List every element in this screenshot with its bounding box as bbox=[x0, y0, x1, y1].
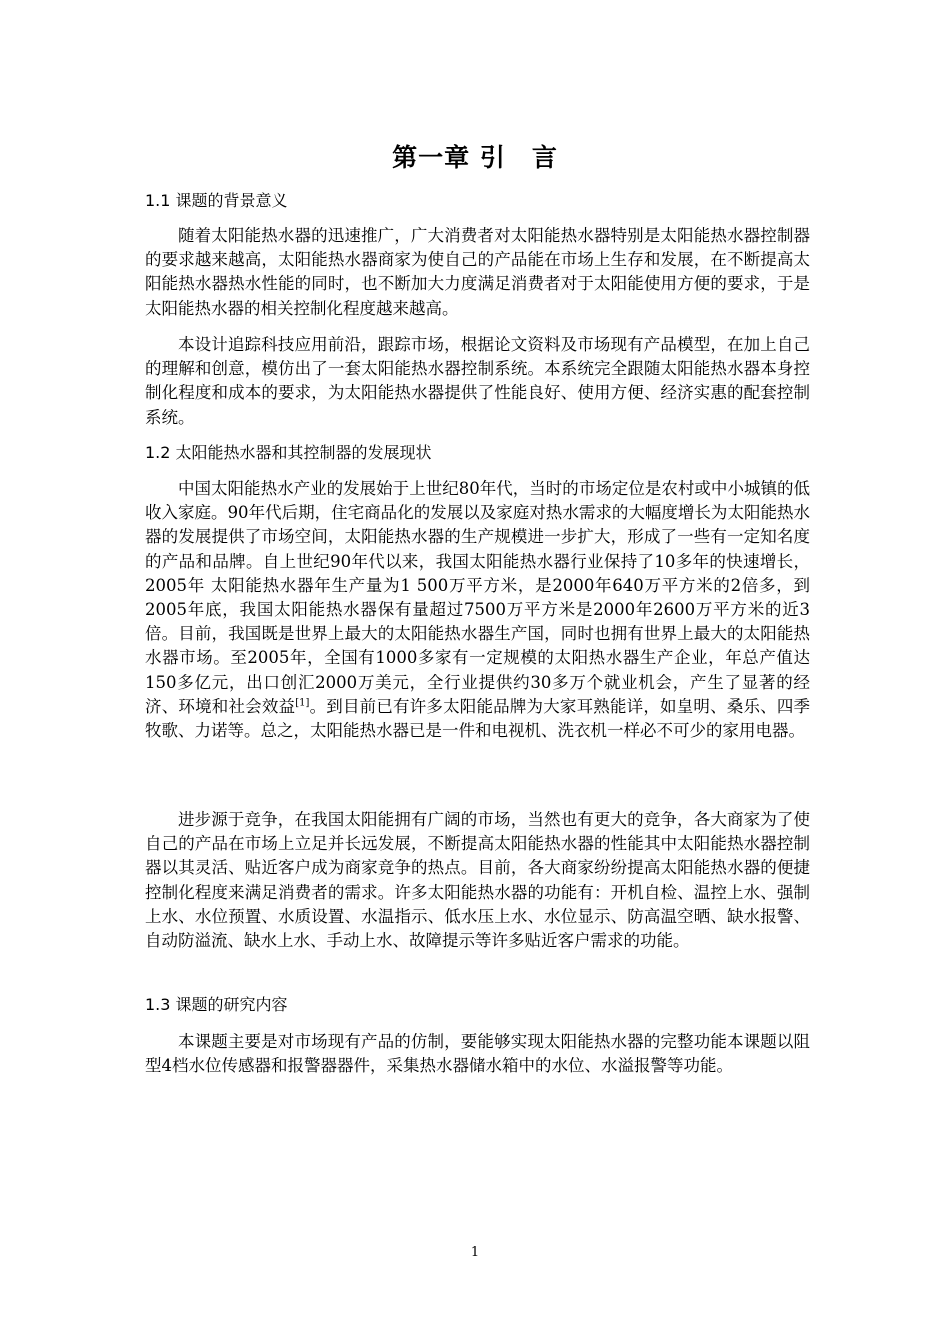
paragraph: 本设计追踪科技应用前沿，跟踪市场，根据论文资料及市场现有产品模型，在加上自己的理解和创意，模仿出了一套太阳能热水器控制系统。本系统完全跟随太阳能热水器本身控制化程度和成本的要求，为太阳能热水器提供了性能良好、使用方便、经济实惠的配套控制系统。 bbox=[145, 335, 810, 427]
paragraph-text: 。到目前已有许多太阳能品牌为大家耳熟能详，如皇明、桑乐、四季牧歌、力诺等。总之，太阳能热水器已是一件和电视机、洗衣机一样必不可少的家用电器。 bbox=[145, 696, 811, 741]
paragraph: 进步源于竞争，在我国太阳能拥有广阔的市场，当然也有更大的竞争，各大商家为了使自己的产品在市场上立足并长远发展，不断提高太阳能热水器的性能其中太阳能热水器控制器以其灵活、贴近客户成为商家竞争的热点。目前，各大商家纷纷提高太阳能热水器的便捷控制化程度来满足消费者的需求。许多太阳能热水器的功能有：开机自检、温控上水、强制上水、水位预置、水质设置、水温指示、低水压上水、水位显示、防高温空晒、缺水报警、自动防溢流、缺水上水、手动上水、故障提示等许多贴近客户需求的功能。 bbox=[145, 810, 810, 951]
citation-ref: [1] bbox=[295, 697, 310, 709]
chapter-title: 第一章 引 言 bbox=[392, 143, 558, 172]
paragraph-text: 中国太阳能热水产业的发展始于上世纪80年代，当时的市场定位是农村或中小城镇的低收入家庭。90年代后期，住宅商品化的发展以及家庭对热水需求的大幅度增长为太阳能热水器的发展提供了市场空间，太阳能热水器的生产规模进一步扩大，形成了一些有一定知名度的产品和品牌。自上世纪90年代以来，我国太阳能热水器行业保持了10多年的快速增长，2005年 太阳能热水器年生产量为1 500万平方米，是2000年640万平方米的2倍多，到2005年底，我国太阳能热水器保有量超过7500万平方米是2000年2600万平方米的近3倍。目前，我国既是世界上最大的太阳能热水器生产国，同时也拥有世界上最大的太阳能热水器市场。至2005年，全国有1000多家有一定规模的太阳热水器生产企业，年总产值达150多亿元，出口创汇2000万美元，全行业提供约30多万个就业机会，产生了显著的经济、环境和社会效益 bbox=[145, 479, 810, 716]
paragraph-with-citation bbox=[145, 477, 810, 743]
page-number: 1 bbox=[470, 1245, 480, 1260]
paragraph: 本课题主要是对市场现有产品的仿制，要能够实现太阳能热水器的完整功能本课题以阻型4档水位传感器和报警器器件，采集热水器储水箱中的水位、水溢报警等功能。 bbox=[145, 1032, 810, 1076]
section-heading-1-3: 1.3 课题的研究内容 bbox=[145, 995, 288, 1014]
section-heading-1-2: 1.2 太阳能热水器和其控制器的发展现状 bbox=[145, 443, 432, 462]
section-heading-1-1: 1.1 课题的背景意义 bbox=[145, 191, 288, 210]
paragraph: 随着太阳能热水器的迅速推广，广大消费者对太阳能热水器特别是太阳能热水器控制器的要求越来越高，太阳能热水器商家为使自己的产品能在市场上生存和发展，在不断提高太阳能热水器热水性能的同时，也不断加大力度满足消费者对于太阳能使用方便的要求，于是太阳能热水器的相关控制化程度越来越高。 bbox=[145, 226, 810, 318]
